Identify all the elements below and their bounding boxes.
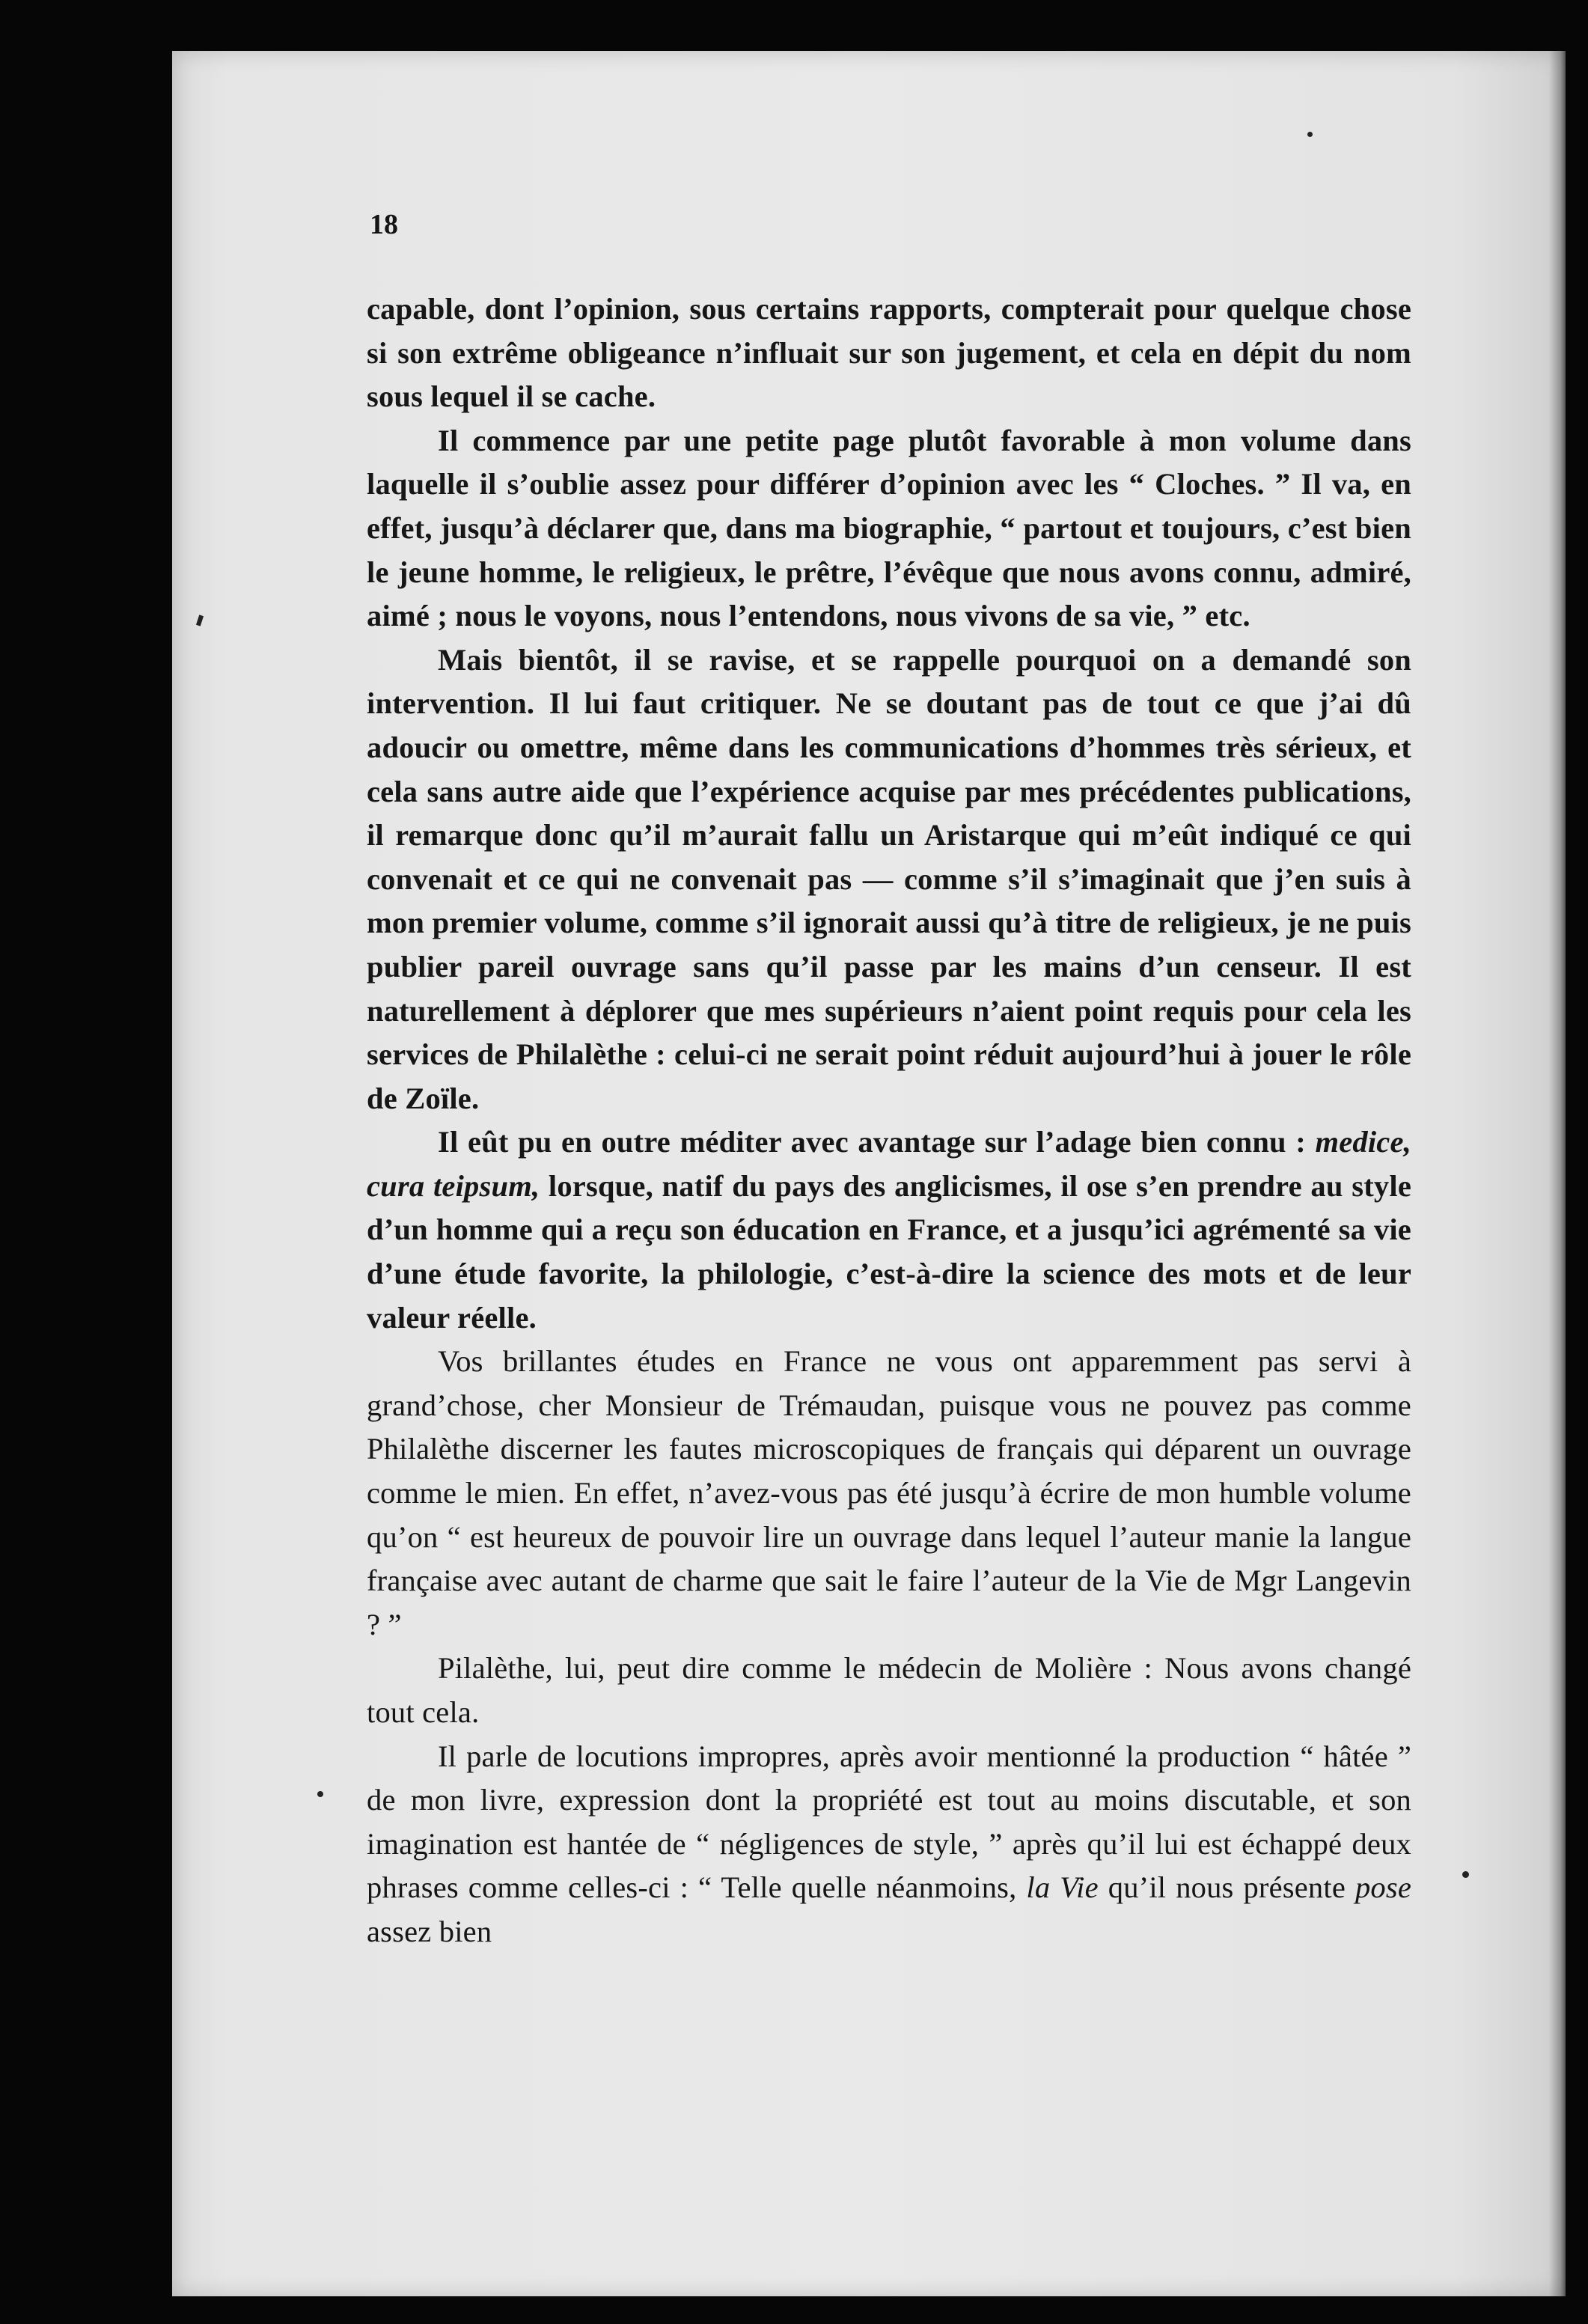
margin-dot — [1307, 132, 1313, 137]
italic-pose: pose — [1355, 1870, 1411, 1905]
paragraph-1: capable, dont l’opinion, sous certains rapports, compterait pour quelque chose si son extrême obligeance n’influait sur son jugement, et cela en dépit du nom sous lequel il se cache. — [367, 292, 1411, 414]
paragraph-3: Mais bientôt, il se ravise, et se rappelle pourquoi on a demandé son intervention. Il lui faut critiquer. Ne se doutant pas de tout ce que j’ai dû adoucir ou omettre, même dans les communications d’hommes très sérieux, et cela sans autre aide que l’expérience acquise par mes précédentes publications, il remarque donc qu’il m’aurait fallu un Aristarque qui m’eût indiqué ce qui convenait et ce qui ne convenait pas — comme s’il s’imaginait que j’en suis à mon premier volume, comme s’il ignorait aussi qu’à titre de religieux, je ne puis publier pareil ouvrage sans qu’il passe par les mains d’un censeur. Il est naturellement à déplorer que mes supérieurs n’aient point requis pour cela les services de Philalèthe : celui-ci ne serait point réduit aujourd’hui à jouer le rôle de Zoïle. — [367, 642, 1411, 1115]
paragraph-7 — [367, 1735, 1411, 1954]
paragraph-7-middle: qu’il nous présente — [1098, 1870, 1355, 1905]
paragraph-4 — [367, 1120, 1411, 1340]
margin-dot — [317, 1791, 323, 1797]
paragraph-2: Il commence par une petite page plutôt favorable à mon volume dans laquelle il s’oublie assez pour différer d’opinion avec les “ Cloches. ” Il va, en effet, jusqu’à déclarer que, dans ma biographie, “ partout et toujours, c’est bien le jeune homme, le religieux, le prêtre, l’évêque que nous avons connu, admiré, aimé ; nous le voyons, nous l’entendons, nous vivons de sa vie, ” etc. — [367, 423, 1411, 633]
page-body-text — [367, 287, 1411, 1954]
paragraph-7-start: Il parle de locutions impropres, après avoir mentionné la production “ hâtée ” de mon livre, expression dont la propriété est tout au moins discutable, et son imagination est hantée de “ négligences de style, ” après qu’il lui est échappé deux phrases comme celles-ci : “ Telle quelle néanmoins, — [367, 1739, 1411, 1905]
paragraph-6: Pilalèthe, lui, peut dire comme le médecin de Molière : Nous avons changé tout cela. — [367, 1651, 1411, 1729]
page-number: 18 — [370, 209, 398, 240]
page-edge-shadow — [1549, 51, 1566, 2296]
paragraph-5: Vos brillantes études en France ne vous ont apparemment pas servi à grand’chose, cher Monsieur de Trémaudan, puisque vous ne pouvez pas comme Philalèthe discerner les fautes microscopiques de français qui déparent un ouvrage comme le mien. En effet, n’avez-vous pas été jusqu’à écrire de mon humble volume qu’on “ est heureux de pouvoir lire un ouvrage dans lequel l’auteur manie la langue française avec autant de charme que sait le faire l’auteur de la Vie de Mgr Langevin ? ” — [367, 1344, 1411, 1641]
latin-quote: medice, cura teipsum, — [367, 1125, 1411, 1203]
italic-la-vie: la Vie — [1026, 1870, 1099, 1905]
margin-dot — [1462, 1871, 1469, 1878]
paragraph-7-end: assez bien — [367, 1914, 492, 1948]
paragraph-4-start: Il eût pu en outre méditer avec avantage sur l’adage bien connu : — [438, 1125, 1316, 1159]
paragraph-4-end: lorsque, natif du pays des anglicismes, il ose s’en prendre au style d’un homme qui a reçu son éducation en France, et a jusqu’ici agrémenté sa vie d’une étude favorite, la philologie, c’est-à-dire la science des mots et de leur valeur réelle. — [367, 1168, 1411, 1335]
